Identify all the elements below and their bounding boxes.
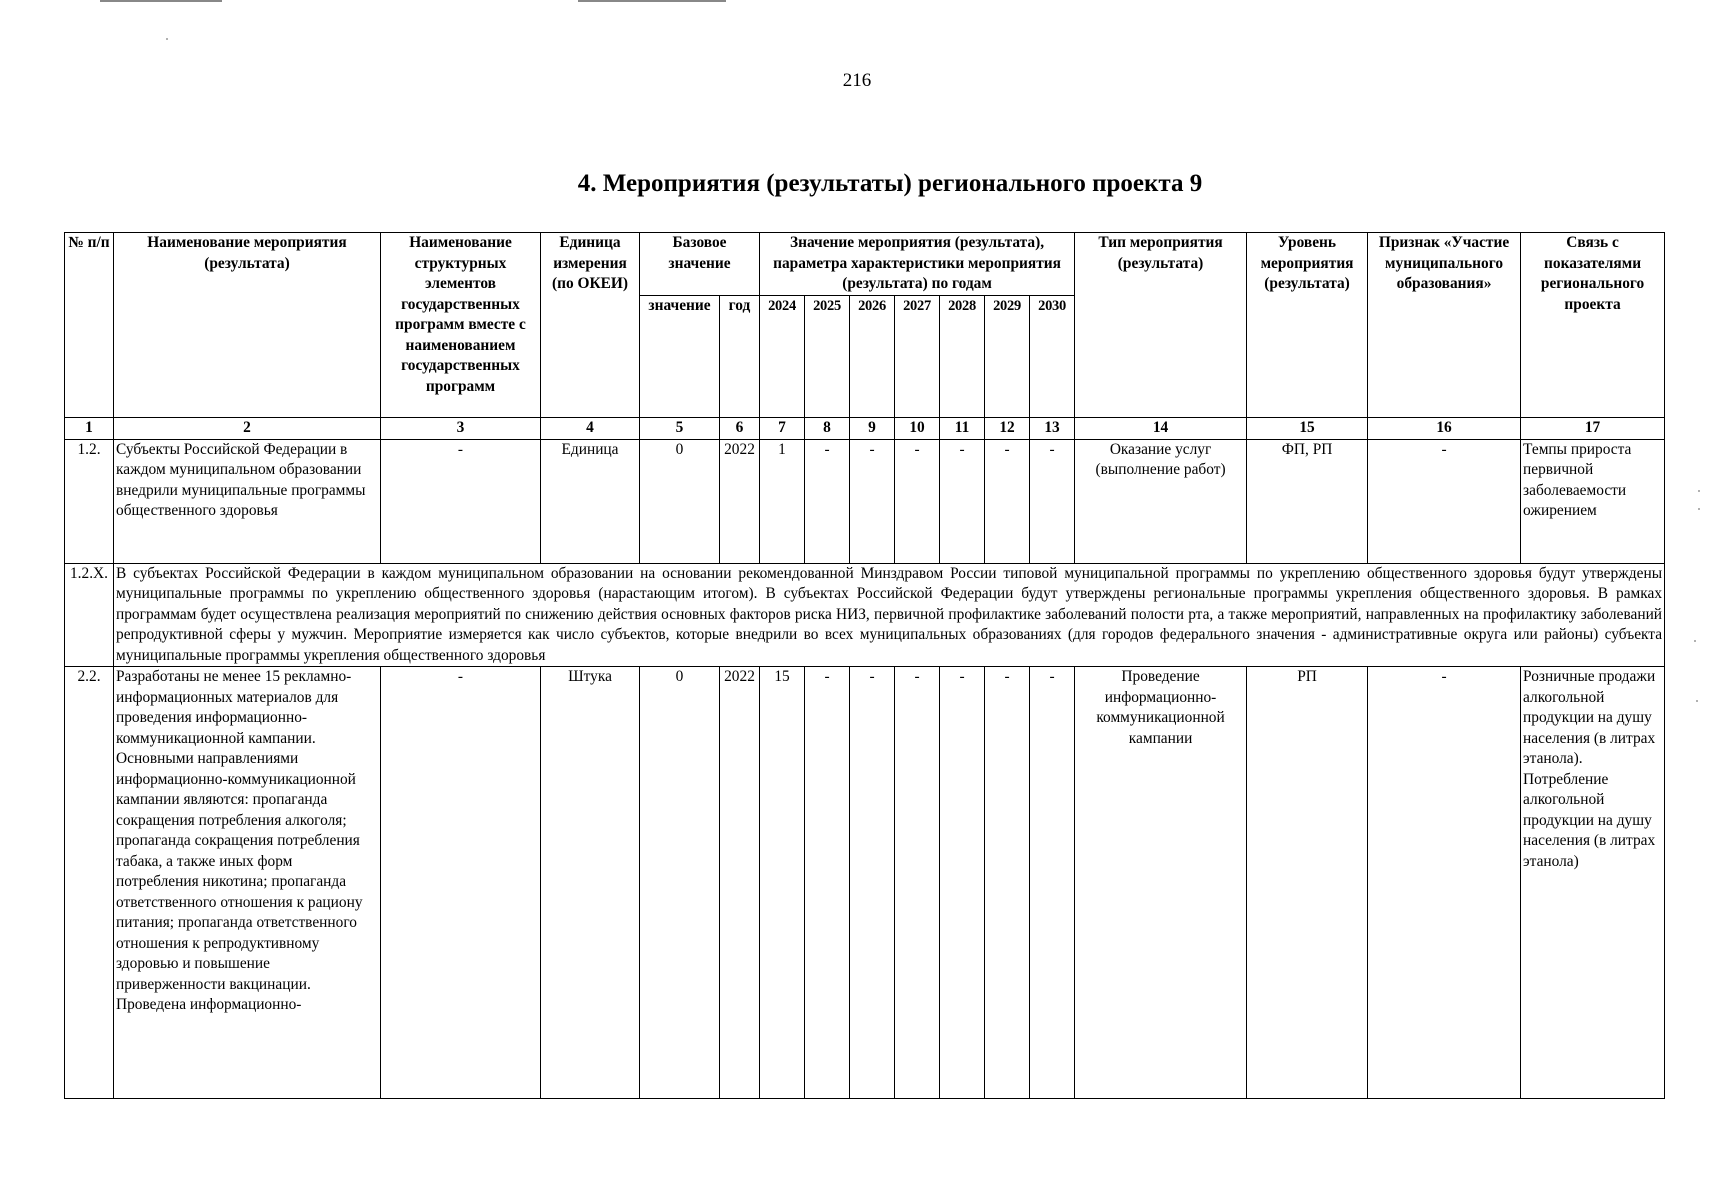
scan-artifact-line <box>578 0 726 2</box>
column-number: 16 <box>1368 418 1521 440</box>
row-value: - <box>985 439 1030 563</box>
row-value: - <box>850 439 895 563</box>
header-base-value: значение <box>640 296 720 418</box>
column-number-row <box>65 418 1665 440</box>
row-municipal: - <box>1368 439 1521 563</box>
header-type: Тип мероприятия (результата) <box>1075 233 1247 418</box>
header-struct: Наименование структурных элементов государственных программ вместе с наименованием государственных программ <box>381 233 541 418</box>
header-unit: Единица измерения (по ОКЕИ) <box>541 233 640 418</box>
row-struct: - <box>381 667 541 1099</box>
row-link: Розничные продажи алкогольной продукции на душу населения (в литрах этанола). Потребление алкогольной продукции на душу населения (в литрах этанола) <box>1521 667 1665 1099</box>
header-municipal: Признак «Участие муниципального образования» <box>1368 233 1521 418</box>
row-type: Оказание услуг (выполнение работ) <box>1075 439 1247 563</box>
row-value: 1 <box>760 439 805 563</box>
header-base-year: год <box>720 296 760 418</box>
column-number: 11 <box>940 418 985 440</box>
row-struct: - <box>381 439 541 563</box>
column-number: 8 <box>805 418 850 440</box>
row-num: 1.2.X. <box>65 563 114 667</box>
column-number: 2 <box>114 418 381 440</box>
row-name: Субъекты Российской Федерации в каждом муниципальном образовании внедрили муниципальные программы общественного здоровья <box>114 439 381 563</box>
header-year: 2024 <box>760 296 805 418</box>
header-year: 2028 <box>940 296 985 418</box>
header-year: 2026 <box>850 296 895 418</box>
row-municipal: - <box>1368 667 1521 1099</box>
row-base-year: 2022 <box>720 439 760 563</box>
column-number: 6 <box>720 418 760 440</box>
row-unit: Штука <box>541 667 640 1099</box>
row-value: - <box>895 439 940 563</box>
section-title: 4. Мероприятия (результаты) регионального проекта 9 <box>577 170 1203 197</box>
row-num: 2.2. <box>65 667 114 1099</box>
column-number: 17 <box>1521 418 1665 440</box>
column-number: 7 <box>760 418 805 440</box>
row-description: В субъектах Российской Федерации в каждом муниципальном образовании на основании рекомендованной Минздравом России типовой муниципальной программы по укреплению общественного здоровья будут утверждены муниципальные программы по укреплению общественного здоровья (нарастающим итогом). В субъектах Российской Федерации будут утверждены региональные программы укрепления общественного здоровья. В рамках программам будет осуществлена реализация мероприятий по снижению действия основных факторов риска НИЗ, первичной профилактике заболеваний полости рта, а также мероприятий, направленных на профилактику заболеваний репродуктивной сферы у мужчин. Мероприятие измеряется как число субъектов, которые внедрили во всех муниципальных образованиях (для городов федерального значения - административные округа или районы) субъекта муниципальные программы укрепления общественного здоровья <box>114 563 1665 667</box>
row-level: ФП, РП <box>1247 439 1368 563</box>
header-year: 2027 <box>895 296 940 418</box>
scan-speck <box>1698 490 1700 492</box>
column-number: 9 <box>850 418 895 440</box>
header-year: 2030 <box>1030 296 1075 418</box>
scan-speck <box>166 38 168 40</box>
column-number: 1 <box>65 418 114 440</box>
header-link: Связь с показателями регионального проекта <box>1521 233 1665 418</box>
row-value: 15 <box>760 667 805 1099</box>
header-num: № п/п <box>65 233 114 418</box>
table-row <box>65 667 1665 1099</box>
table-row-description <box>65 563 1665 667</box>
row-base-value: 0 <box>640 439 720 563</box>
row-link: Темпы прироста первичной заболеваемости ожирением <box>1521 439 1665 563</box>
column-number: 13 <box>1030 418 1075 440</box>
table-row <box>65 439 1665 563</box>
row-value: - <box>805 667 850 1099</box>
row-value: - <box>1030 439 1075 563</box>
row-base-value: 0 <box>640 667 720 1099</box>
row-base-year: 2022 <box>720 667 760 1099</box>
column-number: 15 <box>1247 418 1368 440</box>
scan-artifact-line <box>100 0 222 2</box>
row-value: - <box>805 439 850 563</box>
measures-table <box>64 232 1665 1099</box>
scan-speck <box>1694 640 1696 642</box>
row-num: 1.2. <box>65 439 114 563</box>
header-values-group: Значение мероприятия (результата), параметра характеристики мероприятия (результата) по годам <box>760 233 1075 296</box>
column-number: 12 <box>985 418 1030 440</box>
row-unit: Единица <box>541 439 640 563</box>
column-number: 14 <box>1075 418 1247 440</box>
column-number: 3 <box>381 418 541 440</box>
row-value: - <box>895 667 940 1099</box>
header-row <box>65 233 1665 296</box>
row-level: РП <box>1247 667 1368 1099</box>
row-value: - <box>1030 667 1075 1099</box>
row-value: - <box>940 439 985 563</box>
header-name: Наименование мероприятия (результата) <box>114 233 381 418</box>
scan-speck <box>1696 700 1698 702</box>
header-base: Базовое значение <box>640 233 760 296</box>
column-number: 10 <box>895 418 940 440</box>
row-type: Проведение информационно-коммуникационной кампании <box>1075 667 1247 1099</box>
scan-speck <box>1698 508 1700 510</box>
row-value: - <box>985 667 1030 1099</box>
header-year: 2025 <box>805 296 850 418</box>
column-number: 5 <box>640 418 720 440</box>
header-year: 2029 <box>985 296 1030 418</box>
header-level: Уровень мероприятия (результата) <box>1247 233 1368 418</box>
row-value: - <box>940 667 985 1099</box>
row-name: Разработаны не менее 15 рекламно-информационных материалов для проведения информационно-коммуникационной кампании. Основными направлениями информационно-коммуникационной кампании являются: пропаганда сокращения потребления алкоголя; пропаганда сокращения потребления табака, а также иных форм потребления никотина; пропаганда ответственного отношения к рациону питания; пропаганда ответственного отношения к репродуктивному здоровью и повышение приверженности вакцинации. Проведена информационно- <box>114 667 381 1099</box>
row-value: - <box>850 667 895 1099</box>
page-number: 216 <box>842 70 872 91</box>
column-number: 4 <box>541 418 640 440</box>
